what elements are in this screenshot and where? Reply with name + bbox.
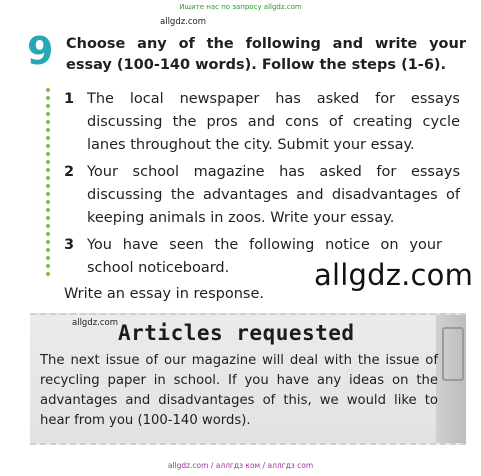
watermark-large: allgdz.com [314,258,474,292]
notice-body: The next issue of our magazine will deal with the issue of recycling paper in school. If you have any ideas on the advantages and disadvantages of this, we would like to hear from you (100-140 words). [40,353,438,428]
exercise-number: 9 [27,29,54,73]
footer-links: allgdz.com / аллгдз ком / аллгдз com [167,461,314,470]
task-text: The local newspaper has asked for essays discussing the pros and cons of creating cycle lanes throughout the city. Submit your essay. [87,91,460,153]
notice-title: Articles requested [118,321,355,345]
task-item-1 [64,88,460,157]
task-number: 2 [64,164,75,180]
watermark-notice: allgdz.com [72,318,119,328]
noticeboard-edge [436,315,466,443]
exercise-instruction: Choose any of the following and write your essay (100-140 words). Follow the steps (1-6). [66,36,466,73]
task-number: 3 [64,237,75,253]
closing-instruction: Write an essay in response. [64,286,264,302]
task-text: Your school magazine has asked for essays discussing the advantages and disadvantages of keeping animals in zoos. Write your essay. [87,164,460,226]
header-note: Ищите нас по запросу allgdz.com [179,3,302,11]
task-number: 1 [64,91,75,107]
bullet-dots-decoration [44,88,52,276]
notice-card [30,313,466,445]
task-text: You have seen the following notice on your school noticeboard. [87,237,442,276]
task-item-2 [64,161,460,230]
task-list [64,88,460,284]
watermark-top: allgdz.com [160,17,207,27]
